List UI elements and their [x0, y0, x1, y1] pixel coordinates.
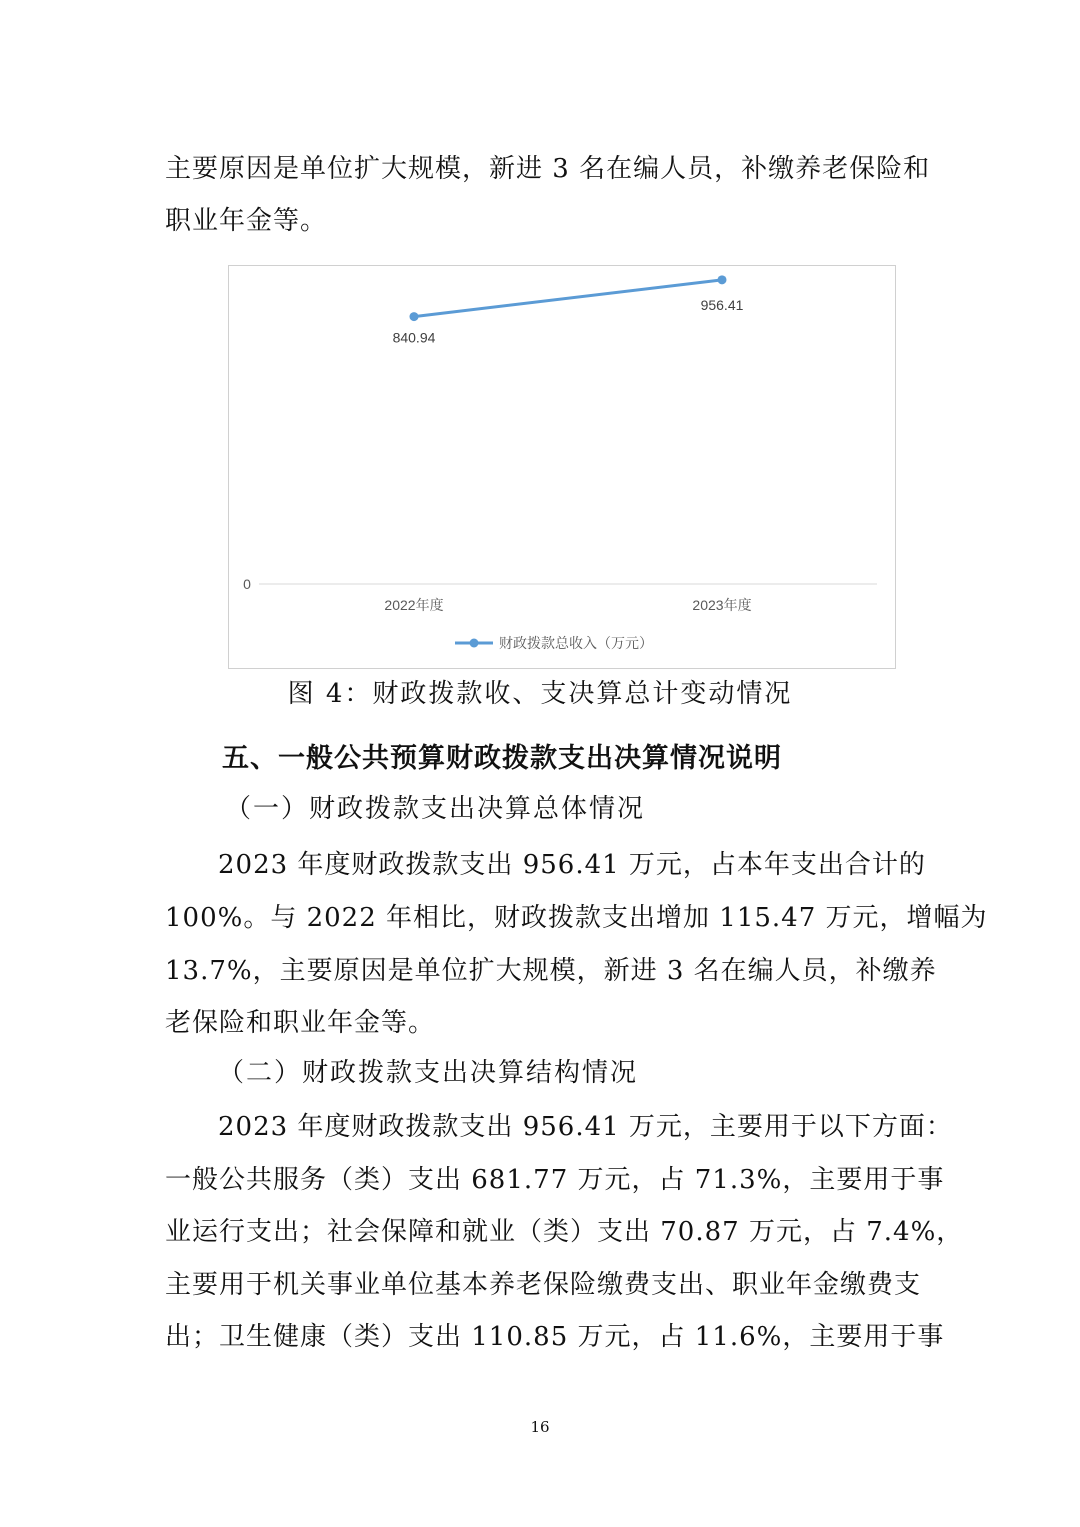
paragraph-line: 老保险和职业年金等。: [165, 1008, 436, 1038]
paragraph-line: 2023 年度财政拨款支出 956.41 万元，占本年支出合计的: [218, 850, 926, 880]
x-tick-label: 2023年度: [692, 597, 752, 613]
data-label: 840.94: [392, 329, 436, 346]
subsection-title: （一）财政拨款支出决算总体情况: [225, 794, 646, 824]
paragraph-line: 100%。与 2022 年相比，财政拨款支出增加 115.47 万元，增幅为: [165, 903, 988, 933]
paragraph-line: 13.7%，主要原因是单位扩大规模，新进 3 名在编人员，补缴养: [165, 956, 937, 986]
paragraph-line: 主要用于机关事业单位基本养老保险缴费支出、职业年金缴费支: [165, 1270, 922, 1300]
legend-marker: [470, 639, 479, 648]
paragraph-line: 职业年金等。: [165, 206, 328, 236]
chart-canvas: [229, 266, 895, 668]
x-tick-label: 2022年度: [384, 597, 444, 613]
figure-caption: 图 4：财政拨款收、支决算总计变动情况: [287, 679, 793, 709]
y-tick-label: 0: [243, 576, 251, 592]
data-label: 956.41: [700, 296, 744, 313]
paragraph-line: 2023 年度财政拨款支出 956.41 万元，主要用于以下方面：: [218, 1112, 953, 1142]
line-chart: [228, 265, 896, 669]
paragraph-line: 业运行支出；社会保障和就业（类）支出 70.87 万元，占 7.4%，: [165, 1217, 964, 1247]
legend-label: 财政拨款总收入（万元）: [499, 635, 653, 651]
data-point: [410, 312, 419, 321]
paragraph-line: 出；卫生健康（类）支出 110.85 万元，占 11.6%，主要用于事: [165, 1322, 945, 1352]
paragraph-line: 一般公共服务（类）支出 681.77 万元，占 71.3%，主要用于事: [165, 1165, 945, 1195]
page-number: 16: [530, 1418, 550, 1436]
series-line: [414, 280, 722, 317]
paragraph-line: 主要原因是单位扩大规模，新进 3 名在编人员，补缴养老保险和: [165, 154, 931, 184]
section-heading: 五、一般公共预算财政拨款支出决算情况说明: [222, 743, 782, 774]
data-point: [718, 275, 727, 284]
subsection-title: （二）财政拨款支出决算结构情况: [218, 1058, 639, 1088]
